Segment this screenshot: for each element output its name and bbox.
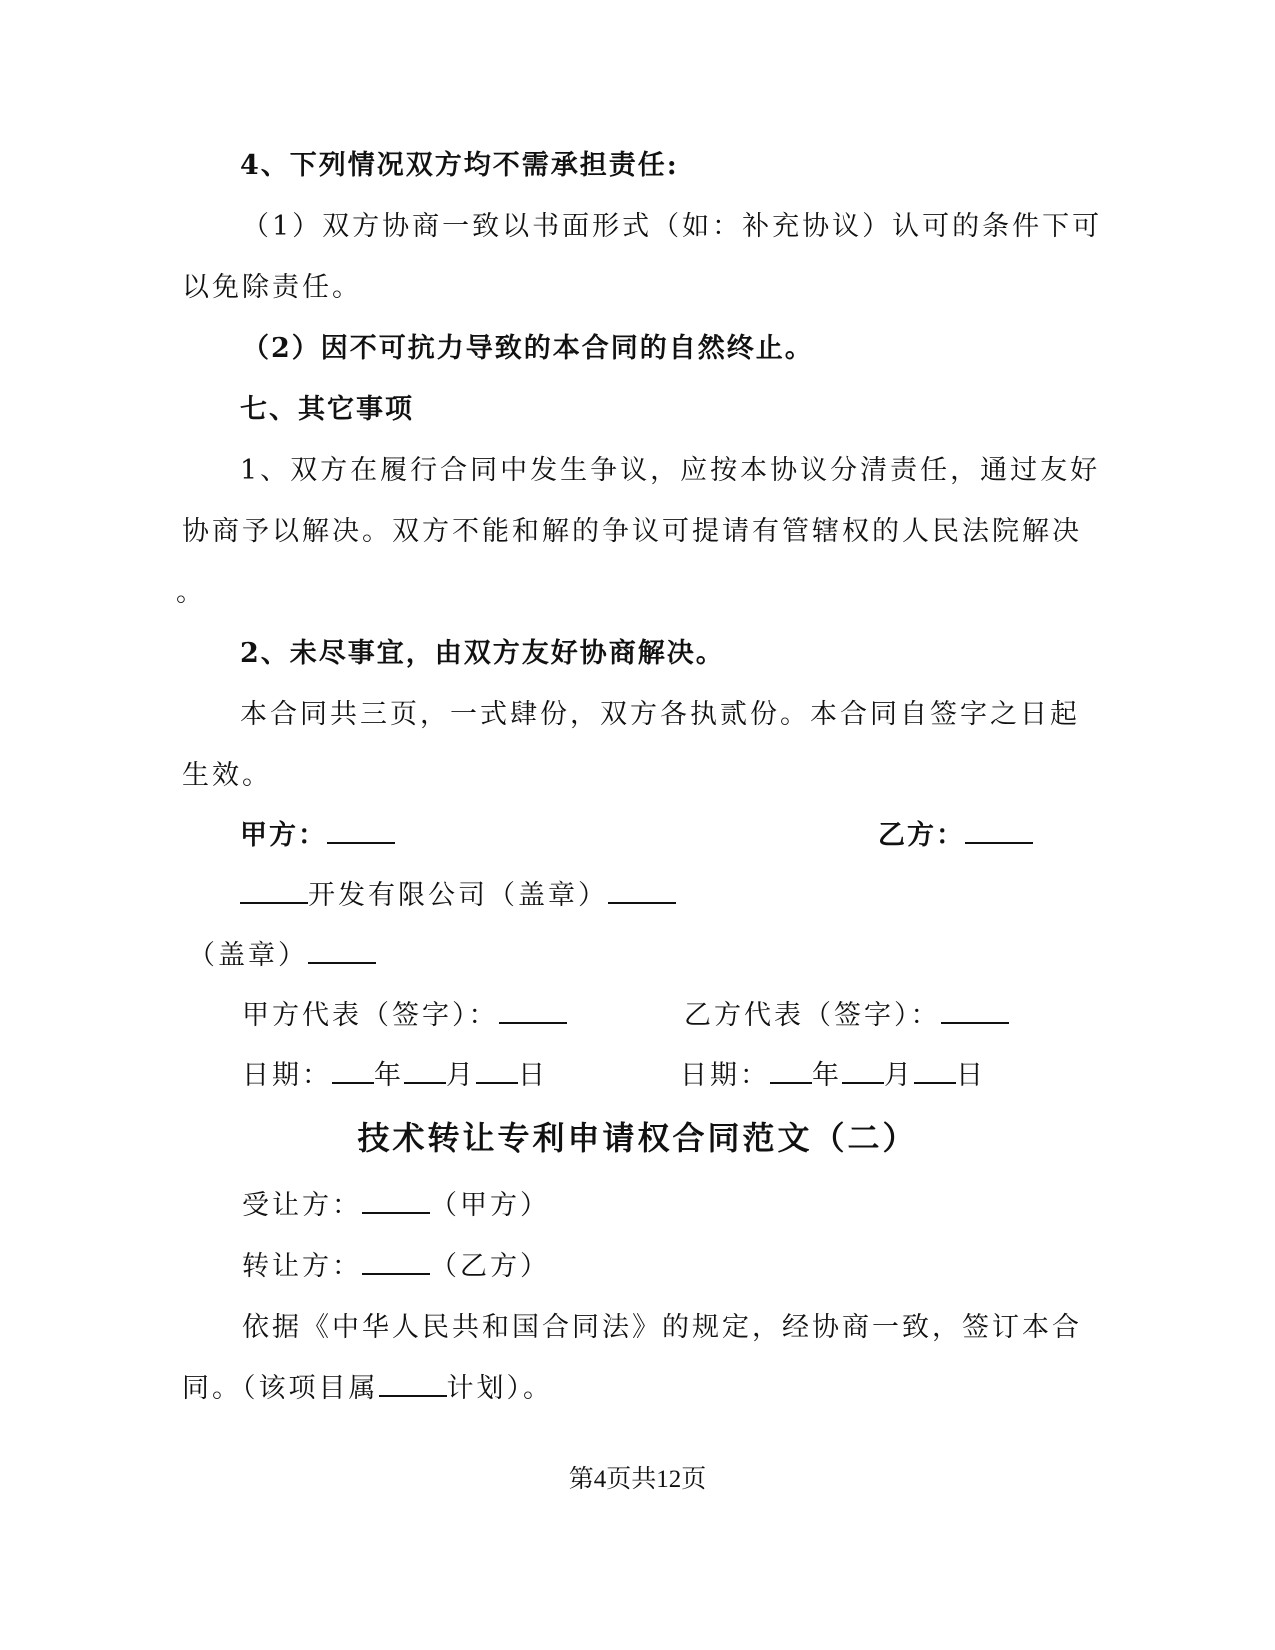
party-b-blank — [965, 818, 1033, 844]
clause-4-item-2: （2）因不可抗力导致的本合同的自然终止。 — [242, 333, 814, 364]
party-a-blank — [327, 818, 395, 844]
assignor-tag: （乙方） — [430, 1251, 550, 1282]
assignor-label: 转让方： — [242, 1251, 362, 1282]
seal-label: （盖章） — [188, 940, 308, 971]
basis-line-2 — [182, 1371, 553, 1407]
assignee-label: 受让方： — [242, 1190, 362, 1221]
company-name-blank — [240, 878, 308, 904]
section-7-heading: 七、其它事项 — [240, 394, 414, 425]
company-seal-blank — [608, 878, 676, 904]
date-b-year: 年 — [812, 1060, 842, 1091]
seal-line — [188, 938, 376, 974]
basis-line-2-prefix: 同。（该项目属 — [182, 1373, 379, 1404]
date-b-month-blank — [842, 1058, 884, 1084]
assignee-tag: （甲方） — [430, 1190, 550, 1221]
clause-4-item-1-line-1: （1）双方协商一致以书面形式（如：补充协议）认可的条件下可 — [242, 211, 1103, 242]
date-a-year: 年 — [374, 1060, 404, 1091]
assignor-line — [242, 1249, 550, 1285]
date-a-month: 月 — [446, 1060, 476, 1091]
party-b-signature-line — [878, 818, 1033, 854]
date-a-label: 日期： — [242, 1060, 332, 1091]
date-a-line — [242, 1058, 548, 1094]
party-a-signature-line — [240, 818, 395, 854]
rep-b-label: 乙方代表（签字）： — [684, 1000, 941, 1031]
rep-a-blank — [499, 998, 567, 1024]
date-b-line — [680, 1058, 986, 1094]
rep-b-blank — [941, 998, 1009, 1024]
date-a-day: 日 — [518, 1060, 548, 1091]
date-b-day: 日 — [956, 1060, 986, 1091]
rep-a-line — [242, 998, 567, 1034]
rep-b-line — [684, 998, 1009, 1034]
rep-a-label: 甲方代表（签字）： — [242, 1000, 499, 1031]
basis-line-2-suffix: 计划）。 — [446, 1373, 553, 1404]
assignee-blank — [362, 1188, 430, 1214]
contract-title: 技术转让专利申请权合同范文（二） — [357, 1119, 918, 1157]
section-7-item-1-line-3: 。 — [176, 577, 206, 608]
page-number: 第4页共12页 — [568, 1466, 707, 1493]
company-label: 开发有限公司（盖章） — [308, 880, 608, 911]
date-b-day-blank — [914, 1058, 956, 1084]
date-a-day-blank — [476, 1058, 518, 1084]
section-7-item-1-line-1: 1、双方在履行合同中发生争议，应按本协议分清责任，通过友好 — [240, 455, 1101, 486]
date-b-label: 日期： — [680, 1060, 770, 1091]
assignee-line — [242, 1188, 550, 1224]
date-b-month: 月 — [884, 1060, 914, 1091]
section-7-item-2: 2、未尽事宜，由双方友好协商解决。 — [240, 638, 725, 669]
date-a-month-blank — [404, 1058, 446, 1084]
date-b-year-blank — [770, 1058, 812, 1084]
company-seal-line — [240, 878, 676, 914]
date-a-year-blank — [332, 1058, 374, 1084]
effect-clause-line-2: 生效。 — [182, 760, 272, 791]
seal-blank — [308, 938, 376, 964]
party-a-label: 甲方： — [240, 820, 327, 851]
basis-line-1: 依据《中华人民共和国合同法》的规定，经协商一致，签订本合 — [242, 1312, 1082, 1343]
project-plan-blank — [379, 1371, 447, 1397]
effect-clause-line-1: 本合同共三页，一式肆份，双方各执贰份。本合同自签字之日起 — [240, 699, 1080, 730]
section-7-item-1-line-2: 协商予以解决。双方不能和解的争议可提请有管辖权的人民法院解决 — [182, 516, 1082, 547]
clause-4-heading: 4、下列情况双方均不需承担责任: — [240, 150, 679, 181]
party-b-label: 乙方： — [878, 820, 965, 851]
assignor-blank — [362, 1249, 430, 1275]
clause-4-item-1-line-2: 以免除责任。 — [182, 272, 362, 303]
